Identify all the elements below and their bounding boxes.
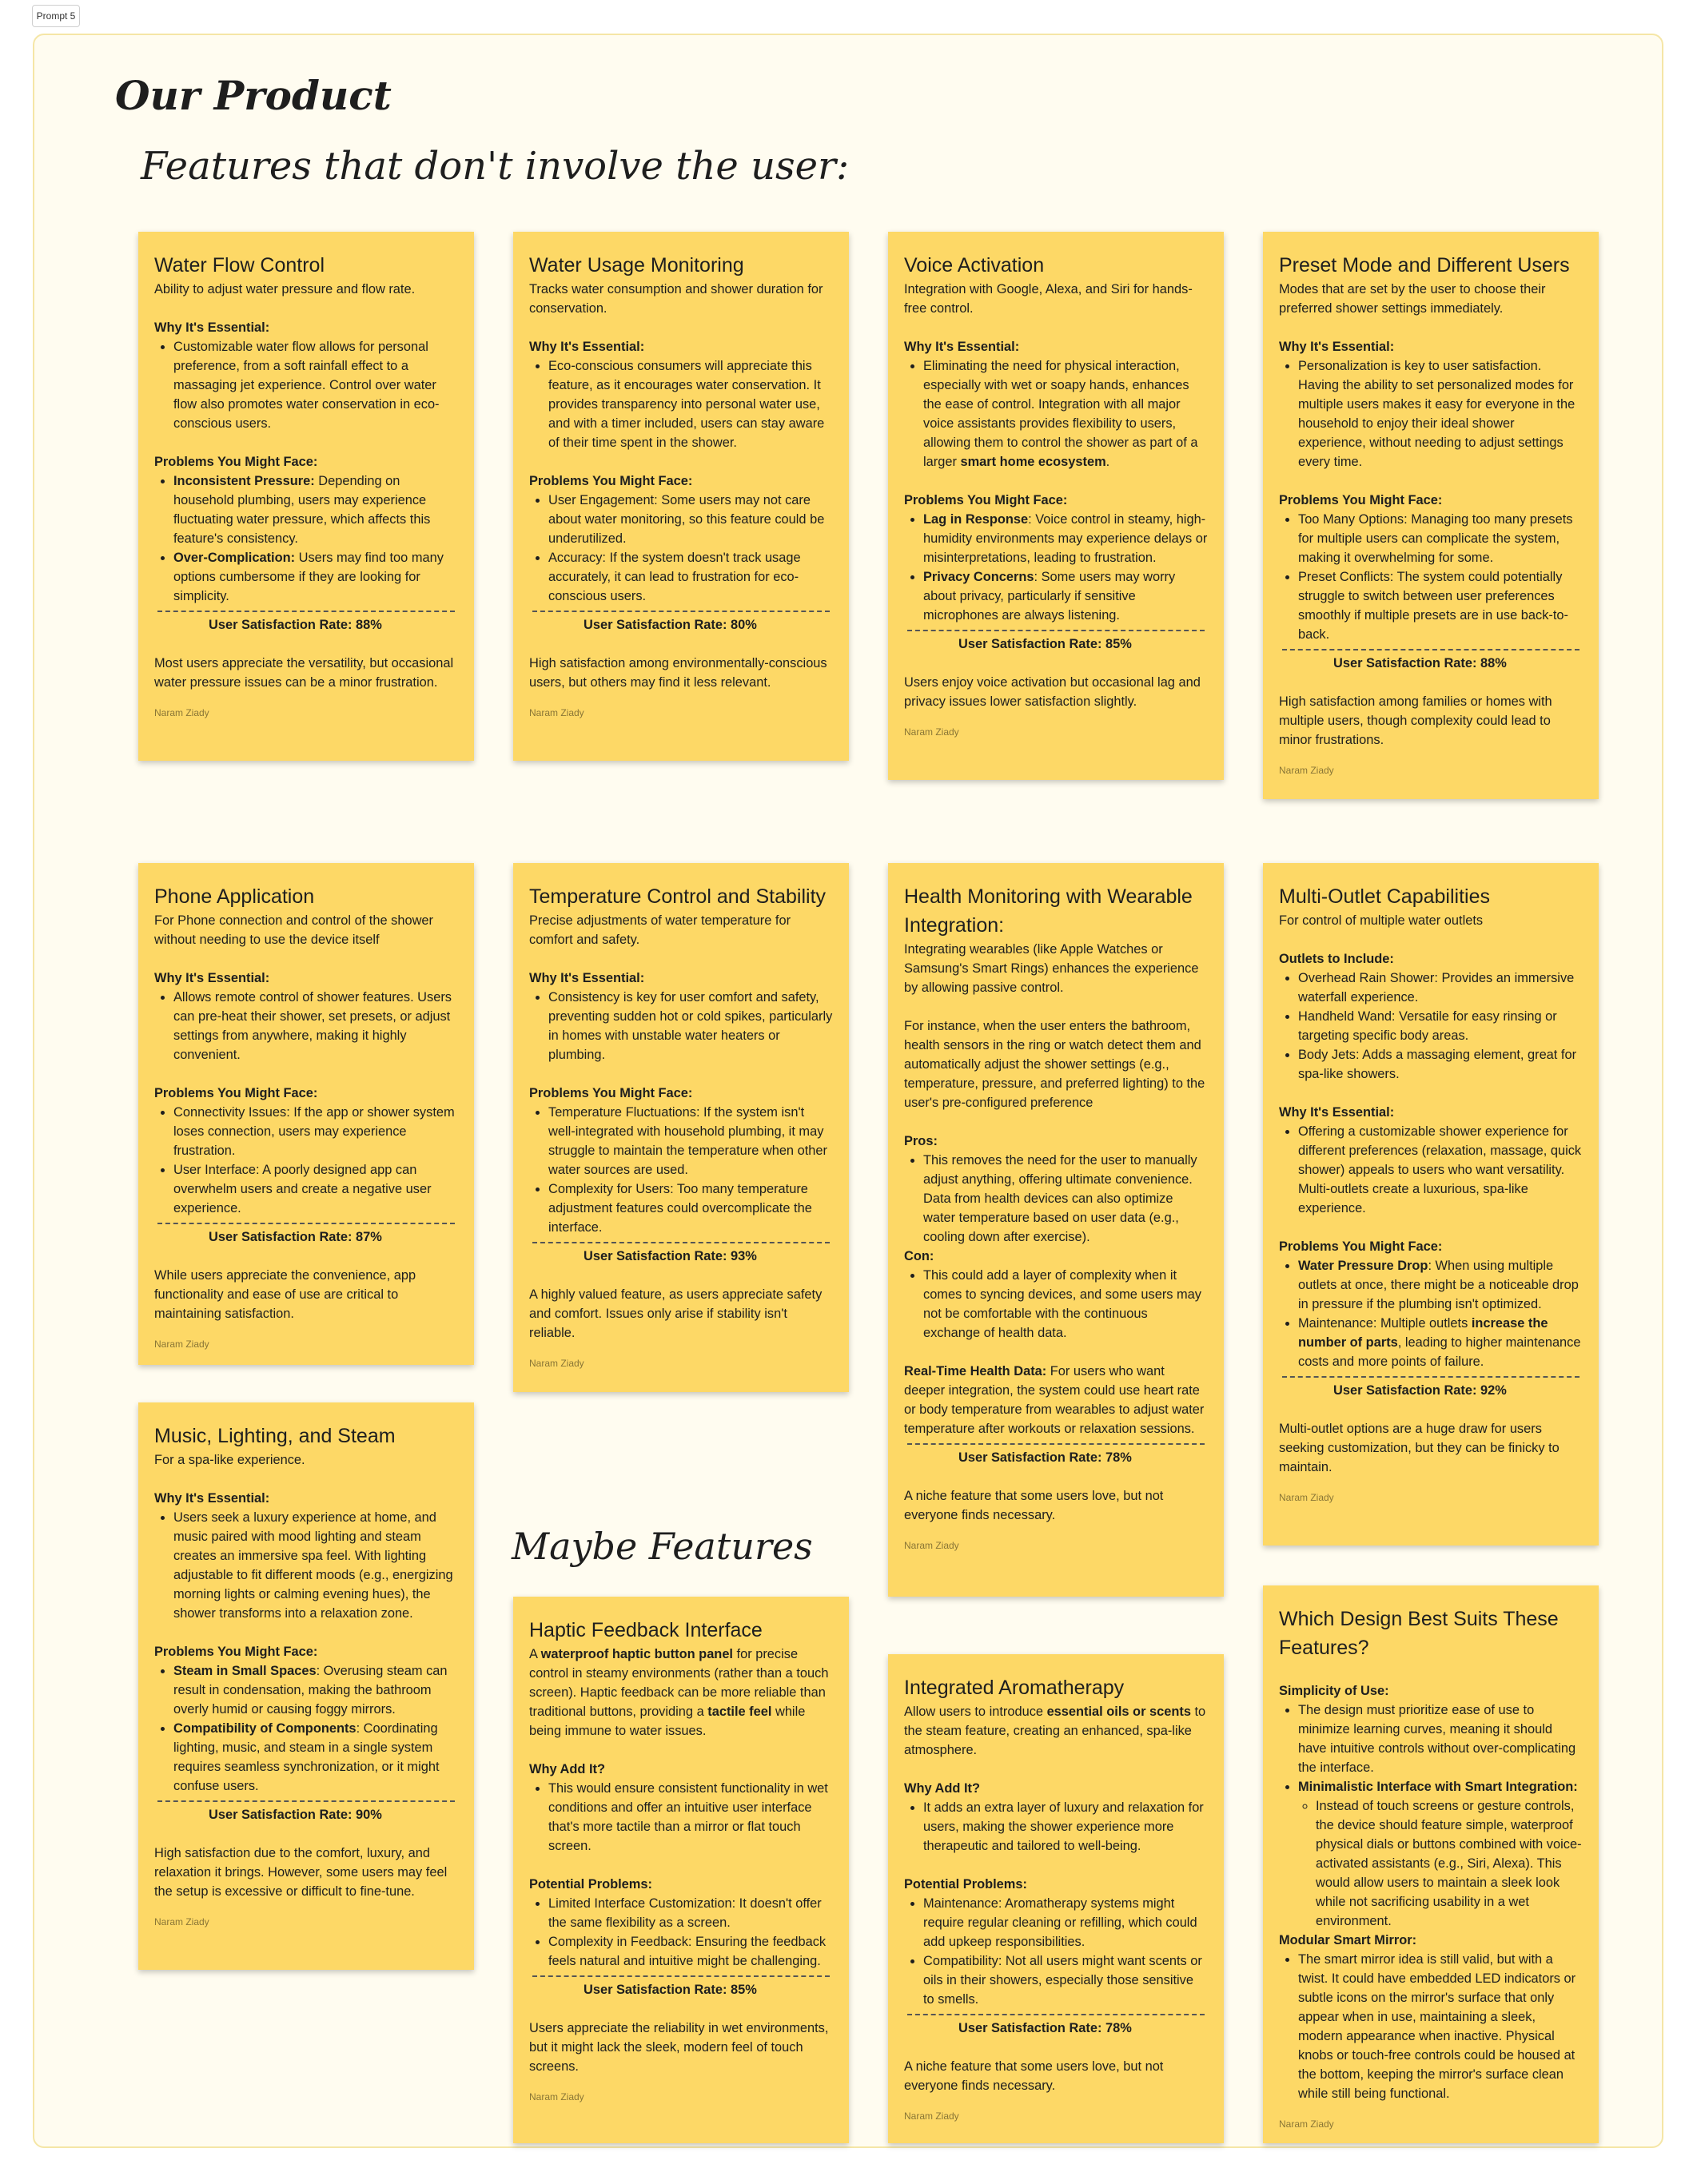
dashed-divider [1282,1376,1579,1378]
sub-list-item: ◦ Instead of touch screens or gesture controls, the device should feature simple, waterproof physical dials or buttons combined with voice-activated assistants (e.g., Siri, Alexa). This would allow users to maintain a sleek look while not sacrificing usability in a wet environment. [1316,1796,1583,1931]
note-author: Naram Ziady [529,1358,584,1369]
note-heading-simplicity: Simplicity of Use: [1279,1684,1389,1698]
list-item: • Personalization is key to user satisfaction. Having the ability to set personalized modes for multiple users makes it easy for everyone in the household to enjoy their ideal shower experience, without needing to adjust settings every time. [1298,356,1583,471]
item-text: : Voice control in steamy, high-humidity environments may experience delays or misinterpretations, leading to frustration. [923,512,1208,565]
item-term: Compatibility of Components [173,1721,357,1736]
note-heading-mirror: Modular Smart Mirror: [1279,1933,1417,1947]
item-text: : When using multiple outlets at once, there might be a noticeable drop in pressure if the plumbing isn't optimized. [1298,1259,1579,1311]
note-paragraph: For instance, when the user enters the bathroom, health sensors in the ring or watch detect them and automatically adjust the shower settings (e.g., temperature, pressure, and preferred lighting) to the user's pre-configured preference [904,1019,1205,1110]
list-item: • User Interface: A poorly designed app can overwhelm users and create a negative user experience. [173,1160,458,1218]
note-author: Naram Ziady [154,1916,209,1927]
list-item: • Complexity in Feedback: Ensuring the feedback feels natural and intuitive might be challenging. [548,1932,833,1971]
list-item: • Complexity for Users: Too many temperature adjustment features could overcomplicate the interface. [548,1180,833,1237]
note-title: Health Monitoring with Wearable Integration: [904,885,1193,937]
list-item: • Connectivity Issues: If the app or shower system loses connection, users may experience frustration. [173,1103,458,1160]
list-item: • This removes the need for the user to manually adjust anything, offering ultimate convenience. Data from health devices can also optimize water temperature based on user data (e.g., cooling down after exercise). [923,1151,1208,1247]
note-title: Water Usage Monitoring [529,254,744,276]
item-text: : Overusing steam can result in condensation, making the bathroom overly humid or causing foggy mirrors. [173,1664,448,1717]
sticky-note-health-monitoring[interactable] [888,863,1224,1597]
sticky-note-haptic-feedback[interactable] [513,1597,849,2143]
satisfaction-rate: User Satisfaction Rate: 80% [584,618,757,632]
list-item [173,1661,458,1719]
note-author: Naram Ziady [1279,765,1334,776]
item-text: Depending on household plumbing, users may experience fluctuating water pressure, which affects this feature's consistency. [173,474,431,546]
item-text: Maintenance: Multiple outlets [1298,1316,1472,1331]
satisfaction-rate: User Satisfaction Rate: 78% [958,1450,1132,1465]
note-description: For control of multiple water outlets [1279,913,1484,928]
list-item: • Eco-conscious consumers will appreciate this feature, as it encourages water conservation. It provides transparency into personal water use, and with a timer included, users can stay aware of their time spent in the shower. [548,356,833,452]
item-term: Steam in Small Spaces [173,1664,317,1678]
note-summary: High satisfaction due to the comfort, luxury, and relaxation it brings. However, some users may feel the setup is excessive or difficult to fine-tune. [154,1846,448,1899]
satisfaction-rate: User Satisfaction Rate: 92% [1333,1383,1507,1398]
section-heading-maybe: Maybe Features [512,1525,813,1568]
desc-term: waterproof haptic button panel [540,1647,733,1661]
list-item: • This would ensure consistent functionality in wet conditions and offer an intuitive user interface that's more tactile than a mirror or flat touch screen. [548,1779,833,1856]
dashed-divider [157,1223,455,1224]
item-term: smart home ecosystem [960,455,1106,469]
note-heading-why: Why It's Essential: [529,340,645,354]
list-item: • Compatibility: Not all users might want scents or oils in their showers, especially those sensitive to smells. [923,1951,1208,2009]
list-item [173,471,458,548]
item-text: : Some users may worry about privacy, particularly if sensitive microphones are always listening. [923,570,1176,623]
note-title: Integrated Aromatherapy [904,1677,1125,1699]
sticky-note-preset-mode[interactable] [1263,232,1599,799]
note-description [904,1702,1208,1760]
note-heading-problems: Problems You Might Face: [154,1086,318,1100]
list-item: • This could add a layer of complexity when it comes to syncing devices, and some users may not be comfortable with the continuous exchange of health data. [923,1266,1208,1343]
dashed-divider [907,1443,1205,1445]
item-text: , leading to higher maintenance costs and more points of failure. [1298,1335,1581,1369]
note-summary: High satisfaction among environmentally-conscious users, but others may find it less relevant. [529,656,827,690]
list-item: • Overhead Rain Shower: Provides an immersive waterfall experience. [1298,969,1583,1007]
list-item [923,356,1208,471]
satisfaction-rate: User Satisfaction Rate: 85% [584,1983,757,1997]
item-term: increase the number of parts [1298,1316,1548,1350]
note-author: Naram Ziady [529,707,584,718]
note-heading-problems: Problems You Might Face: [154,1645,318,1659]
dashed-divider [157,611,455,612]
note-heading-why: Why It's Essential: [1279,340,1395,354]
item-term: Over-Complication: [173,551,296,565]
sticky-note-aromatherapy[interactable] [888,1654,1224,2143]
satisfaction-rate: User Satisfaction Rate: 88% [1333,656,1507,670]
note-author: Naram Ziady [904,1540,959,1551]
note-heading-problems: Potential Problems: [904,1877,1027,1892]
satisfaction-rate: User Satisfaction Rate: 87% [209,1230,382,1244]
page-title: Our Product [115,72,392,119]
note-heading-why: Why Add It? [904,1781,980,1796]
list-item [923,567,1208,625]
dashed-divider [157,1800,455,1802]
item-term: Water Pressure Drop [1298,1259,1428,1273]
note-summary: A niche feature that some users love, but not everyone finds necessary. [904,2059,1164,2093]
list-item: • Customizable water flow allows for personal preference, from a soft rainfall effect to a massaging jet experience. Control over water flow also promotes water conservation in eco-conscious users. [173,337,458,433]
note-summary: While users appreciate the convenience, app functionality and ease of use are critical to maintaining satisfaction. [154,1268,416,1321]
note-heading-problems: Problems You Might Face: [529,474,693,488]
dashed-divider [532,611,830,612]
note-heading-why: Why Add It? [529,1762,605,1776]
list-item: • Body Jets: Adds a massaging element, great for spa-like showers. [1298,1045,1583,1084]
note-paragraph [904,1362,1208,1438]
note-author: Naram Ziady [904,2110,959,2122]
note-title: Preset Mode and Different Users [1279,254,1570,276]
dashed-divider [532,1242,830,1243]
list-item [1298,1256,1583,1314]
desc-term: essential oils or scents [1046,1705,1191,1719]
item-text: : Coordinating lighting, music, and steam in a single system requires seamless synchronization, or it might confuse users. [173,1721,440,1793]
list-item [1298,1777,1583,1931]
dashed-divider [532,1975,830,1977]
note-author: Naram Ziady [529,2091,584,2102]
desc-term: tactile feel [707,1705,772,1719]
note-heading-pros: Pros: [904,1134,938,1148]
item-text: For users who want deeper integration, the system could use heart rate or body temperature from wearables to adjust water temperature after workouts or relaxation sessions. [904,1364,1205,1436]
item-term: Lag in Response [923,512,1029,527]
item-text: Eliminating the need for physical interaction, especially with wet or soapy hands, enhances the ease of control. Integration with all major voice assistants provides flexibility to users, allowing them to control the shower as part of a larger [923,359,1198,469]
note-heading-problems: Potential Problems: [529,1877,652,1892]
item-term: Minimalistic Interface with Smart Integration: [1298,1780,1578,1794]
satisfaction-rate: User Satisfaction Rate: 78% [958,2021,1132,2035]
desc-text: Allow users to introduce [904,1705,1047,1719]
list-item: • User Engagement: Some users may not care about water monitoring, so this feature could be underutilized. [548,491,833,548]
item-term: Privacy Concerns [923,570,1034,584]
note-author: Naram Ziady [904,726,959,738]
sticky-note-water-usage[interactable] [513,232,849,761]
note-heading-why: Why It's Essential: [154,971,270,985]
note-summary: A niche feature that some users love, but not everyone finds necessary. [904,1489,1164,1522]
list-item: • Handheld Wand: Versatile for easy rinsing or targeting specific body areas. [1298,1007,1583,1045]
note-heading-why: Why It's Essential: [154,1491,270,1506]
note-heading-why: Why It's Essential: [154,320,270,335]
note-heading-outlets: Outlets to Include: [1279,952,1394,966]
note-description: Integration with Google, Alexa, and Siri for hands-free control. [904,282,1193,316]
note-description: Tracks water consumption and shower duration for conservation. [529,282,823,316]
note-heading-problems: Problems You Might Face: [904,493,1068,507]
note-description: Ability to adjust water pressure and flow rate. [154,282,416,296]
note-description: For Phone connection and control of the shower without needing to use the device itself [154,913,433,947]
dashed-divider [907,2014,1205,2015]
satisfaction-rate: User Satisfaction Rate: 93% [584,1249,757,1263]
sticky-note-phone-application[interactable] [138,863,474,1365]
list-item: • Accuracy: If the system doesn't track usage accurately, it can lead to frustration for eco-conscious users. [548,548,833,606]
list-item: • Offering a customizable shower experience for different preferences (relaxation, massage, quick shower) appeals to users who want versatility. Multi-outlets create a luxurious, spa-like experience. [1298,1122,1583,1218]
list-item: • Users seek a luxury experience at home, and music paired with mood lighting and steam creates an immersive spa feel. With lighting adjustable to fit different moods (e.g., energizing morning lights or calming evening hues), the shower transforms into a relaxation zone. [173,1508,458,1623]
item-text: Users may find too many options cumbersome if they are looking for simplicity. [173,551,444,603]
desc-text: while being immune to water issues. [529,1705,806,1738]
satisfaction-rate: User Satisfaction Rate: 88% [209,618,382,632]
note-heading-problems: Problems You Might Face: [154,455,318,469]
desc-text: to the steam feature, creating an enhanced, spa-like atmosphere. [904,1705,1206,1757]
frame-tag[interactable]: Prompt 5 [32,5,80,27]
note-author: Naram Ziady [1279,2118,1334,2130]
satisfaction-rate: User Satisfaction Rate: 90% [209,1808,382,1822]
note-description [529,1645,833,1740]
note-summary: Users enjoy voice activation but occasional lag and privacy issues lower satisfaction slightly. [904,675,1201,709]
note-title: Music, Lighting, and Steam [154,1425,396,1447]
note-title: Multi-Outlet Capabilities [1279,885,1490,908]
list-item: • The design must prioritize ease of use to minimize learning curves, meaning it should have intuitive controls without over-complicating the interface. [1298,1701,1583,1777]
note-heading-why: Why It's Essential: [904,340,1020,354]
note-author: Naram Ziady [154,1339,209,1350]
desc-text: for precise control in steamy environments (rather than a touch screen). Haptic feedback can be more reliable than traditional buttons, providing a [529,1647,829,1719]
satisfaction-rate: User Satisfaction Rate: 85% [958,637,1132,651]
section-heading-features: Features that don't involve the user: [141,144,850,189]
list-item: • Maintenance: Aromatherapy systems might require regular cleaning or refilling, which could add upkeep responsibilities. [923,1894,1208,1951]
list-item [1298,1314,1583,1371]
list-item [173,1719,458,1796]
item-text: . [1105,455,1110,469]
sticky-note-temperature-control[interactable] [513,863,849,1392]
desc-text: A [529,1647,541,1661]
sticky-note-multi-outlet[interactable] [1263,863,1599,1546]
list-item: • Too Many Options: Managing too many presets for multiple users can complicate the system, making it overwhelming for some. [1298,510,1583,567]
list-item [923,510,1208,567]
list-item: • Preset Conflicts: The system could potentially struggle to switch between user preferences smoothly if multiple presets are in use back-to-back. [1298,567,1583,644]
note-heading-con: Con: [904,1249,934,1263]
note-description: For a spa-like experience. [154,1453,305,1467]
note-summary: Multi-outlet options are a huge draw for users seeking customization, but they can be finicky to maintain. [1279,1422,1560,1474]
note-title: Which Design Best Suits These Features? [1279,1608,1559,1659]
list-item [173,548,458,606]
list-item: • Limited Interface Customization: It doesn't offer the same flexibility as a screen. [548,1894,833,1932]
note-heading-problems: Problems You Might Face: [529,1086,693,1100]
note-heading-why: Why It's Essential: [529,971,645,985]
note-description: Modes that are set by the user to choose their preferred shower settings immediately. [1279,282,1546,316]
note-title: Water Flow Control [154,254,325,276]
dashed-divider [1282,649,1579,650]
list-item: • Consistency is key for user comfort and safety, preventing sudden hot or cold spikes, particularly in homes with unstable water heaters or plumbing. [548,988,833,1064]
list-item: • Allows remote control of shower features. Users can pre-heat their shower, set presets, or adjust settings from anywhere, making it highly convenient. [173,988,458,1064]
note-title: Haptic Feedback Interface [529,1619,763,1641]
list-item: • The smart mirror idea is still valid, but with a twist. It could have embedded LED indicators or subtle icons on the mirror's surface that only appear when in use, maintaining a sleek, modern appearance when inactive. Physical knobs or touch-free controls could be housed at the bottom, keeping the mirror's surface clean while still being functional. [1298,1950,1583,2103]
note-author: Naram Ziady [1279,1492,1334,1503]
note-author: Naram Ziady [154,707,209,718]
note-description: Precise adjustments of water temperature for comfort and safety. [529,913,791,947]
note-heading-problems: Problems You Might Face: [1279,1239,1443,1254]
list-item: • It adds an extra layer of luxury and relaxation for users, making the shower experience more therapeutic and tailored to well-being. [923,1798,1208,1856]
sticky-note-voice-activation[interactable] [888,232,1224,780]
sticky-note-design-suits[interactable] [1263,1585,1599,2143]
list-item: • Temperature Fluctuations: If the system isn't well-integrated with household plumbing, it may struggle to maintain the temperature when other water sources are used. [548,1103,833,1180]
sticky-note-music-lighting-steam[interactable] [138,1402,474,1970]
note-title: Voice Activation [904,254,1045,276]
item-term: Inconsistent Pressure: [173,474,315,488]
sticky-note-water-flow[interactable] [138,232,474,761]
item-term: Real-Time Health Data: [904,1364,1047,1378]
dashed-divider [907,630,1205,631]
note-heading-why: Why It's Essential: [1279,1105,1395,1120]
note-heading-problems: Problems You Might Face: [1279,493,1443,507]
note-title: Phone Application [154,885,315,908]
note-summary: A highly valued feature, as users appreciate safety and comfort. Issues only arise if stability isn't reliable. [529,1287,823,1340]
note-title: Temperature Control and Stability [529,885,827,908]
note-description: Integrating wearables (like Apple Watches or Samsung's Smart Rings) enhances the experience by allowing passive control. [904,942,1199,995]
note-summary: Most users appreciate the versatility, but occasional water pressure issues can be a minor frustration. [154,656,454,690]
note-summary: Users appreciate the reliability in wet environments, but it might lack the sleek, modern feel of touch screens. [529,2021,829,2074]
note-summary: High satisfaction among families or homes with multiple users, though complexity could lead to minor frustrations. [1279,694,1552,747]
